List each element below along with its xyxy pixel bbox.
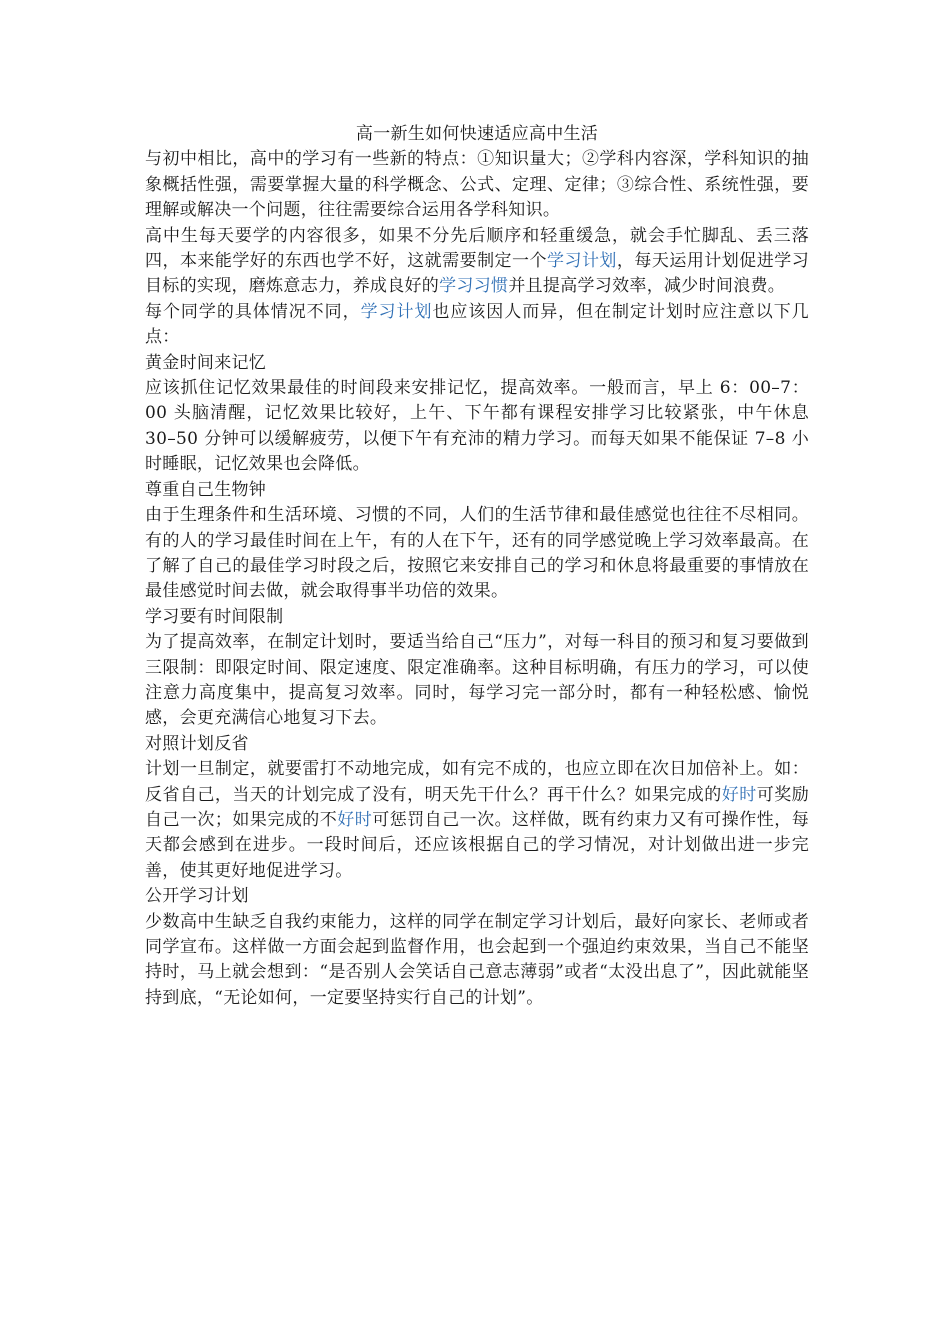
paragraph-golden-time: 应该抓住记忆效果最佳的时间段来安排记忆，提高效率。一般而言，早上 6：00–7：00 头脑清醒，记忆效果比较好，上午、下午都有课程安排学习比较紧张，中午休息 30–50 分钟可以缓解疲劳，以便下午有充沛的精力学习。而每天如果不能保证 7–8 小时睡眠，记忆效果也会降低。: [145, 378, 809, 475]
text-segment: 高中生每天要学的内容很多，如果不分先后顺序和轻重缓急，就会手忙脚乱、丢三落四，本来能学好的东西也学不好，这就需要制定一个: [145, 225, 809, 272]
text-segment: 可惩罚自己一次。这样做，既有约束力又有可操作性，每天都会感到在进步。一段时间后，还应该根据自己的学习情况，对计划做出进一步完善，使其更好地促进学习。: [145, 809, 809, 881]
link-study-plan-2[interactable]: 学习计划: [360, 301, 433, 322]
text-segment: 也应该因人而异，但在制定计划时应注意以下几点：: [145, 301, 809, 348]
heading-time-limit: 学习要有时间限制: [145, 606, 284, 627]
heading-golden-time: 黄金时间来记忆: [145, 352, 267, 373]
text-segment: 每个同学的具体情况不同，: [145, 301, 361, 322]
paragraph-biological-clock: 由于生理条件和生活环境、习惯的不同，人们的生活节律和最佳感觉也往往不尽相同。有的人的学习最佳时间在上午，有的人在下午，还有的同学感觉晚上学习效率最高。在了解了自己的最佳学习时段之后，按照它来安排自己的学习和休息将最重要的事情放在最佳感觉时间去做，就会取得事半功倍的效果。: [145, 505, 809, 602]
text-segment: 可奖励自己一次；如果完成的不: [145, 784, 809, 830]
text-segment: 计划一旦制定，就要雷打不动地完成，如有完不成的，也应立即在次日加倍补上。如：反省自己，当天的计划完成了没有，明天先干什么？再干什么？如果完成的: [145, 759, 809, 805]
heading-reflect: 对照计划反省: [145, 733, 249, 754]
heading-biological-clock: 尊重自己生物钟: [145, 479, 267, 500]
paragraph-individual: [145, 300, 809, 351]
document-content: [145, 122, 809, 1011]
link-good-time-2[interactable]: 好时: [337, 809, 373, 830]
link-good-time[interactable]: 好时: [721, 784, 757, 805]
paragraph-reflect: [145, 757, 809, 884]
text-segment: 并且提高学习效率，减少时间浪费。: [508, 276, 786, 297]
paragraph-plan-need: [145, 224, 809, 300]
paragraph-time-limit: 为了提高效率，在制定计划时，要适当给自己“压力”，对每一科目的预习和复习要做到三限制：即限定时间、限定速度、限定准确率。这种目标明确，有压力的学习，可以使注意力高度集中，提高复习效率。同时，每学习完一部分时，都有一种轻松感、愉悦感，会更充满信心地复习下去。: [145, 632, 809, 729]
page-title: 高一新生如何快速适应高中生活: [355, 124, 599, 144]
text-segment: ，每天运用计划促进学习目标的实现，磨炼意志力，养成良好的: [145, 251, 809, 297]
link-study-plan[interactable]: 学习计划: [547, 251, 617, 272]
paragraph-intro: 与初中相比，高中的学习有一些新的特点：①知识量大；②学科内容深，学科知识的抽象概括性强，需要掌握大量的科学概念、公式、定理、定律；③综合性、系统性强，要理解或解决一个问题，往往需要综合运用各学科知识。: [145, 149, 809, 221]
link-study-habit[interactable]: 学习习惯: [439, 276, 509, 297]
paragraph-public-plan: 少数高中生缺乏自我约束能力，这样的同学在制定学习计划后，最好向家长、老师或者同学宣布。这样做一方面会起到监督作用，也会起到一个强迫约束效果，当自己不能坚持时，马上就会想到：“是否别人会笑话自己意志薄弱”或者“太没出息了”，因此就能坚持到底，“无论如何，一定要坚持实行自己的计划”。: [145, 911, 809, 1008]
heading-public-plan: 公开学习计划: [145, 886, 249, 907]
